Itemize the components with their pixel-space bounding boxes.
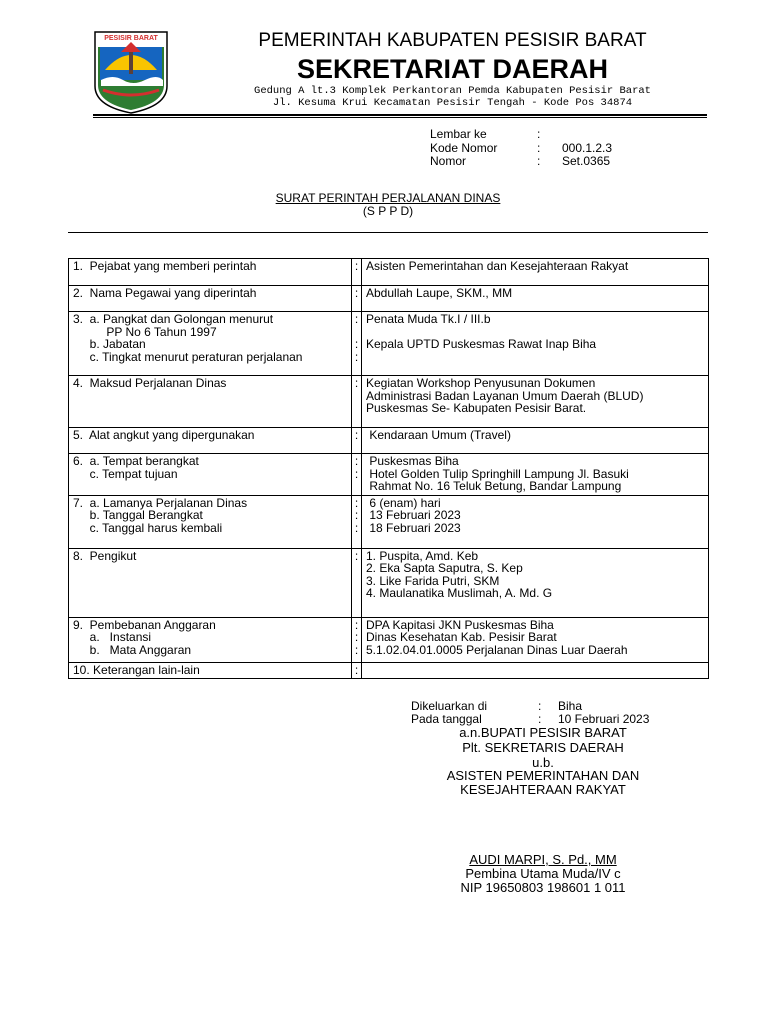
reference-value: Set.0365 [562,154,611,168]
row-value-cell [362,259,709,286]
row-value-cell [362,312,709,376]
row-label-line: a. Instansi [73,630,152,644]
row-colon-line: : [354,349,359,364]
table-row [69,428,709,454]
row-value-line: Asisten Pemerintahan dan Kesejahteraan Rakyat [366,259,629,273]
row-value-line: Abdullah Laupe, SKM., MM [366,286,513,300]
row-value-line: Dinas Kesehatan Kab. Pesisir Barat [366,630,557,644]
row-label-line: 1. Pejabat yang memberi perintah [73,259,257,273]
document-subtitle: (S P P D) [362,204,414,218]
signatory-ub: u.b. [532,755,554,770]
row-value-line [366,351,704,364]
header-rule-thin [93,117,707,118]
table-row [69,617,709,662]
row-colon-line: : [354,662,359,677]
reference-value: 000.1.2.3 [562,140,613,155]
row-value-line: 13 Februari 2023 [366,508,461,522]
row-value-line: Penata Muda Tk.I / III.b [366,312,491,326]
row-colon-line: : [354,454,359,468]
signatory-on-behalf: a.n.BUPATI PESISIR BARAT [459,725,627,740]
reference-label: Lembar ke [430,127,487,141]
row-label-line: b. Tanggal Berangkat [73,508,203,522]
row-value-line [366,664,704,677]
signatory-rank: Pembina Utama Muda/IV c [465,866,621,881]
reference-row [430,142,612,156]
row-label-line: 6. a. Tempat berangkat [73,454,199,468]
row-colon-line: : [354,508,359,522]
row-label-cell [69,662,352,679]
row-label-line: 10. Keterangan lain-lain [73,662,200,677]
reference-label: Nomor [430,154,467,168]
row-label-line: c. Tingkat menurut peraturan perjalanan [73,349,303,364]
document-title: SURAT PERINTAH PERJALANAN DINAS [275,191,501,205]
header-address-1: Gedung A lt.3 Komplek Perkantoran Pemda Kabupaten Pesisir Barat [254,85,651,97]
row-value-line: Administrasi Badan Layanan Umum Daerah (BLUD) [366,388,644,403]
reference-row [430,128,612,142]
row-value-line: Kegiatan Workshop Penyusunan Dokumen [366,376,596,390]
row-value-cell [362,617,709,662]
row-label-line: 2. Nama Pegawai yang diperintah [73,286,257,300]
issued-block [411,700,649,726]
signatory-nip: NIP 19650803 198601 1 011 [460,880,626,895]
row-label-line: 7. a. Lamanya Perjalanan Dinas [73,495,248,510]
row-value-line: Puskesmas Se- Kabupaten Pesisir Barat. [366,401,587,415]
signatory-name-text: AUDI MARPI, S. Pd., MM [469,852,617,867]
row-colon-cell [352,259,362,286]
header-rule-thick [93,114,707,116]
row-value-cell [362,454,709,496]
title-separator [68,232,708,233]
row-value-line: Hotel Golden Tulip Springhill Lampung Jl. Basuki [366,466,629,481]
row-colon-line: : [354,642,359,657]
row-value-line: 1. Puspita, Amd. Keb [366,548,479,563]
reference-colon: : [537,140,541,155]
row-colon-cell [352,428,362,454]
row-label-line: b. Jabatan [73,337,146,351]
table-row [69,376,709,428]
row-colon-cell [352,454,362,496]
row-value-line: 5.1.02.04.01.0005 Perjalanan Dinas Luar Daerah [366,642,628,657]
row-colon-cell [352,662,362,679]
row-colon-cell [352,286,362,312]
row-value-cell [362,548,709,617]
row-label-line: c. Tanggal harus kembali [73,520,223,535]
issued-colon: : [538,699,542,713]
row-colon-line: : [354,259,359,273]
row-colon-cell [352,617,362,662]
row-colon-line: : [354,376,359,390]
row-label-line: b. Mata Anggaran [73,642,192,657]
header-office: SEKRETARIAT DAERAH [296,54,608,84]
emblem-lettering: PESISIR BARAT [104,35,158,42]
row-value-line: Puskesmas Biha [366,454,459,468]
row-value-line: 2. Eka Sapta Saputra, S. Kep [366,561,523,575]
row-label-cell [69,454,352,496]
reference-colon: : [537,154,541,168]
row-label-line: 3. a. Pangkat dan Golongan menurut [73,312,274,326]
row-value-line: 4. Maulanatika Muslimah, A. Md. G [366,586,553,600]
row-label-line: 8. Pengikut [73,548,137,563]
signatory-acting: Plt. SEKRETARIS DAERAH [462,740,624,755]
issued-colon: : [538,712,542,726]
sppd-table [68,258,709,679]
table-row [69,259,709,286]
row-colon-line: : [354,312,359,326]
row-colon-line: : [354,495,359,510]
row-value-line: 3. Like Farida Putri, SKM [366,573,500,588]
row-colon-line: : [354,428,359,442]
issued-label: Dikeluarkan di [411,699,488,713]
issued-label: Pada tanggal [411,712,482,726]
table-row [69,548,709,617]
signatory-position-2: KESEJAHTERAAN RAKYAT [460,782,626,797]
row-colon-line: : [354,548,359,563]
regency-emblem [93,30,169,114]
row-label-line: 9. Pembebanan Anggaran [73,617,216,632]
row-label-cell [69,617,352,662]
table-row [69,495,709,548]
header-address-2: Jl. Kesuma Krui Kecamatan Pesisir Tengah - Kode Pos 34874 [272,97,633,109]
row-label-cell [69,286,352,312]
row-label-cell [69,428,352,454]
document-reference-block [430,128,612,169]
row-value-line: Rahmat No. 16 Teluk Betung, Bandar Lampung [366,479,622,493]
issued-value: Biha [558,699,583,713]
table-row [69,312,709,376]
row-colon-line: : [354,630,359,644]
row-value-line: 18 Februari 2023 [366,520,461,535]
row-colon-line: : [354,286,359,300]
row-label-cell [69,376,352,428]
row-colon-cell [352,548,362,617]
row-colon-line: : [354,617,359,632]
table-row [69,454,709,496]
row-label-cell [69,548,352,617]
signatory-position-1: ASISTEN PEMERINTAHAN DAN [446,768,640,783]
row-label-cell [69,259,352,286]
row-label-line: 4. Maksud Perjalanan Dinas [73,376,227,390]
row-value-cell [362,376,709,428]
table-row [69,286,709,312]
row-colon-cell [352,312,362,376]
reference-label: Kode Nomor [430,140,498,155]
header-government: PEMERINTAH KABUPATEN PESISIR BARAT [258,30,647,51]
row-value-cell [362,286,709,312]
row-value-line: DPA Kapitasi JKN Puskesmas Biha [366,617,554,632]
row-colon-line: : [354,466,359,481]
row-colon-cell [352,495,362,548]
row-colon-line: : [354,337,359,351]
row-colon-cell [352,376,362,428]
row-value-line: Kepala UPTD Puskesmas Rawat Inap Biha [366,337,597,351]
row-label-line: 5. Alat angkut yang dipergunakan [73,428,255,442]
reference-colon: : [537,127,541,141]
row-label-cell [69,495,352,548]
row-value-cell [362,662,709,679]
table-row [69,662,709,679]
row-colon-line: : [354,520,359,535]
row-value-line: Kendaraan Umum (Travel) [366,428,511,442]
row-value-line: 6 (enam) hari [366,495,441,510]
row-label-line: c. Tempat tujuan [73,466,178,481]
issued-value: 10 Februari 2023 [558,712,650,726]
row-value-cell [362,428,709,454]
signatory-name [388,852,698,867]
row-label-line: PP No 6 Tahun 1997 [73,324,217,339]
row-value-cell [362,495,709,548]
row-label-cell [69,312,352,376]
reference-row [430,155,612,169]
